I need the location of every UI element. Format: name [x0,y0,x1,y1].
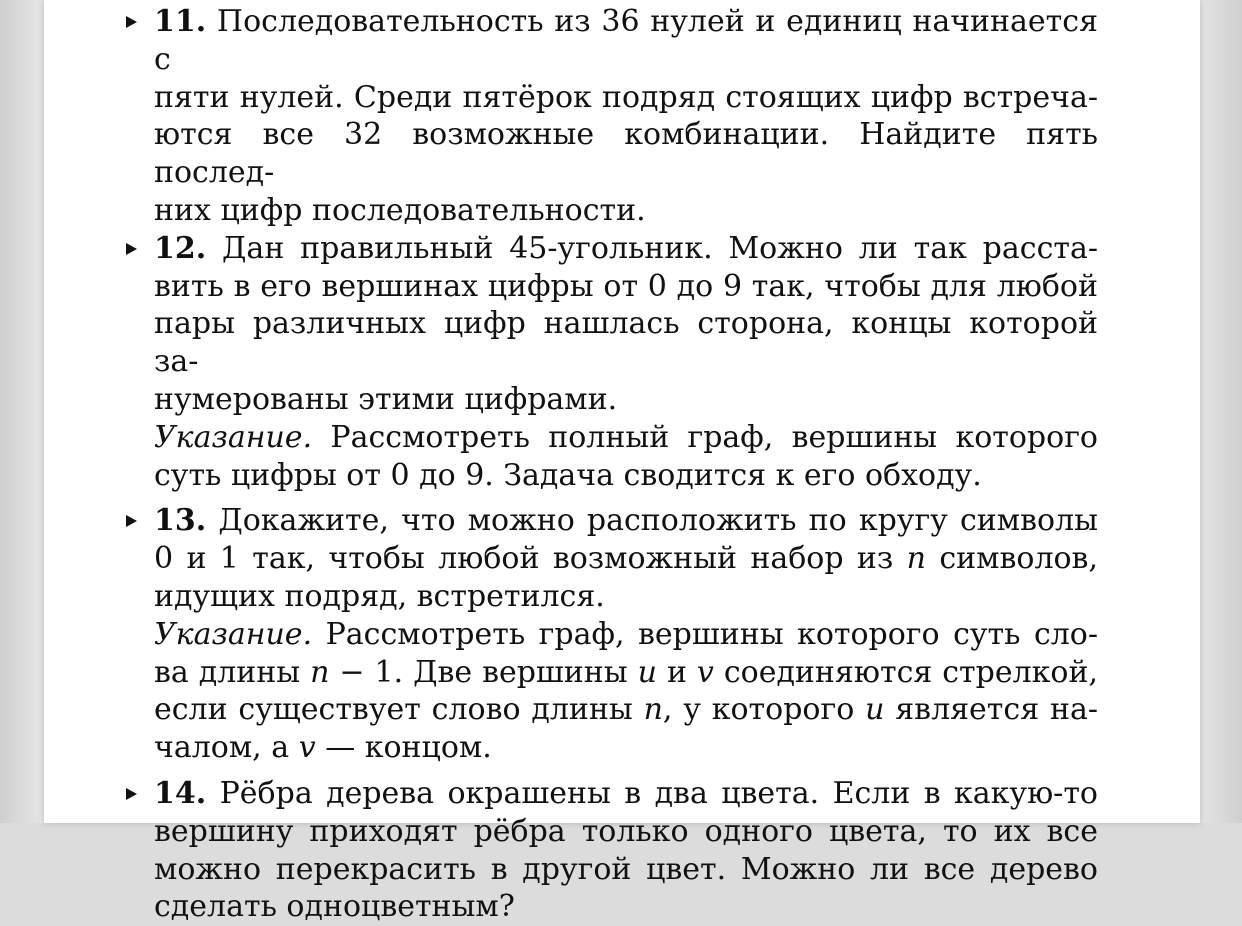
triangle-marker-icon [126,243,137,255]
problem-line: можно перекрасить в другой цвет. Можно ли все дерево [154,851,1098,887]
problem-line: пяти нулей. Среди пятёрок подряд стоящих цифр встреча- [154,79,1098,115]
problem-12 [154,230,1098,495]
problem-line: сделать одноцветным? [154,889,515,925]
problem-11 [154,3,1098,230]
triangle-marker-icon [126,515,137,527]
document-page [44,0,1200,925]
problem-14 [154,775,1098,926]
problem-line: 11. Последовательность из 36 нулей и единиц начинается с [154,4,1098,77]
hint-line: если существует слово длины n, у которого u является на- [154,692,1098,728]
problem-line: пары различных цифр нашлась сторона, концы которой за- [154,306,1098,380]
problem-line: вить в его вершинах цифры от 0 до 9 так, чтобы для любой [154,268,1098,304]
problem-number: 11. [154,4,207,39]
problem-number: 12. [154,230,207,266]
problem-line: 12. Дан правильный 45-угольник. Можно ли так расста- [154,230,1098,266]
hint-label: Указание. [154,419,313,455]
problem-line: идущих подряд, встретился. [154,578,605,614]
problem-line: 0 и 1 так, чтобы любой возможный набор из n символов, [154,541,1098,577]
hint-line: Указание. Рассмотреть полный граф, вершины которого [154,419,1098,455]
hint-line: Указание. Рассмотреть граф, вершины которого суть сло- [154,616,1098,652]
problem-line: ются все 32 возможные комбинации. Найдите пять послед- [154,117,1098,191]
triangle-marker-icon [126,788,137,800]
problem-number: 14. [154,775,207,811]
triangle-marker-icon [126,16,137,28]
problem-number: 13. [154,503,207,539]
problem-list [154,0,1098,926]
hint-line: суть цифры от 0 до 9. Задача сводится к его обходу. [154,457,982,493]
hint-label: Указание. [154,616,313,652]
math-n: n [906,541,926,577]
hint-line: чалом, а v — концом. [154,730,492,766]
hint-line: ва длины n − 1. Две вершины u и v соединяются стрелкой, [154,654,1099,690]
problem-13 [154,502,1098,767]
problem-line: нумерованы этими цифрами. [154,381,618,417]
problem-line: них цифр последовательности. [154,192,646,228]
problem-line: 14. Рёбра дерева окрашены в два цвета. Если в какую-то [154,775,1098,811]
problem-line: вершину приходят рёбра только одного цвета, то их все [154,813,1098,849]
problem-line: 13. Докажите, что можно расположить по кругу символы [154,503,1098,539]
